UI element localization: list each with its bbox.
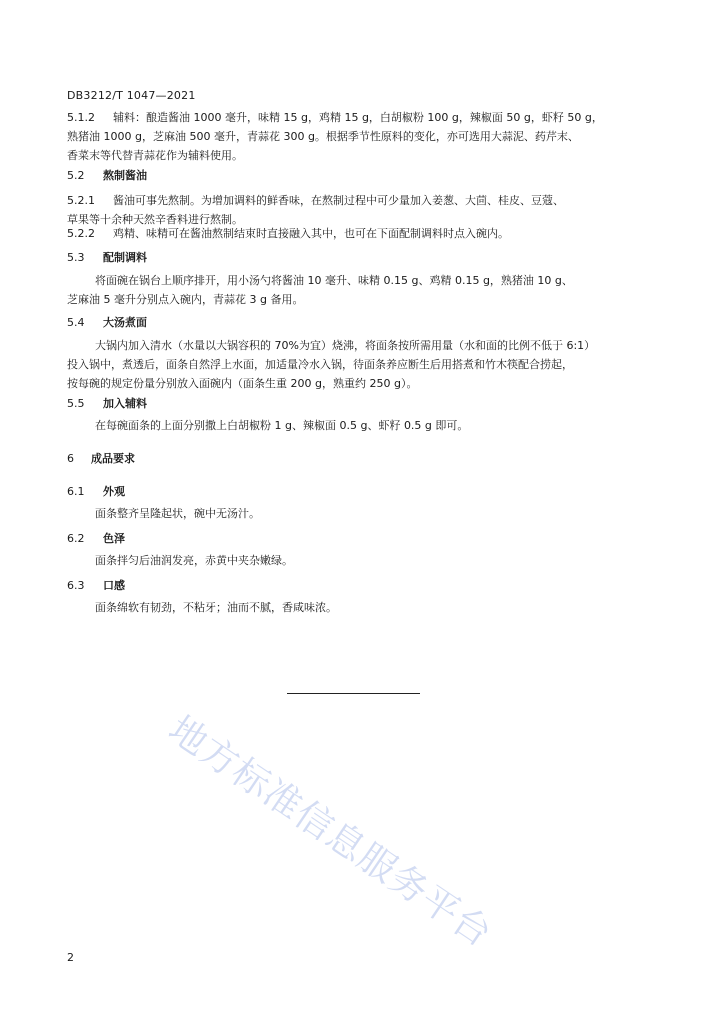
section-heading-6-3 <box>67 576 662 595</box>
paragraph-text: 在每碗面条的上面分别撒上白胡椒粉 1 g、辣椒面 0.5 g、虾籽 0.5 g 即可。 <box>95 419 469 432</box>
section-title: 口感 <box>103 579 125 592</box>
section-number: 6.2 <box>67 532 85 545</box>
section-heading-6-1 <box>67 482 662 501</box>
paragraph-text: 大锅内加入清水（水量以大锅容积的 70%为宜）烧沸，将面条按所需用量（水和面的比例不低于 6:1） <box>95 339 596 352</box>
paragraph-text: 投入锅中，煮透后，面条自然浮上水面，加适量冷水入锅，待面条养应断生后用搭煮和竹木筷配合捞起， <box>67 358 573 371</box>
section-number: 5.5 <box>67 397 85 410</box>
paragraph-6-2 <box>67 551 662 570</box>
paragraph-5-4 <box>67 336 662 393</box>
section-title: 大汤煮面 <box>103 316 147 329</box>
section-title: 熬制酱油 <box>103 169 147 182</box>
paragraph-text: 面条拌匀后油润发亮，赤黄中夹杂嫩绿。 <box>95 554 293 567</box>
section-title: 色泽 <box>103 532 125 545</box>
section-heading-6-2 <box>67 529 662 548</box>
section-heading-6 <box>67 449 662 468</box>
section-number: 6 <box>67 452 74 465</box>
clause-text: 草果等十余种天然辛香料进行熬制。 <box>67 213 243 226</box>
paragraph-6-3 <box>67 598 662 617</box>
paragraph-text: 按每碗的规定份量分别放入面碗内（面条生重 200 g，熟重约 250 g）。 <box>67 377 418 390</box>
clause-text: 香菜末等代替青蒜花作为辅料使用。 <box>67 149 243 162</box>
section-title: 配制调料 <box>103 251 147 264</box>
section-number: 5.4 <box>67 316 85 329</box>
paragraph-text: 面条整齐呈隆起状，碗中无汤汁。 <box>95 507 260 520</box>
clause-text: 酱油可事先熬制。为增加调料的鲜香味，在熬制过程中可少量加入姜葱、大茴、桂皮、豆蔻、 <box>113 194 564 207</box>
watermark-text: 地方标准信息服务平台 <box>160 707 501 956</box>
paragraph-text: 将面碗在锅台上顺序排开，用小汤勺将酱油 10 毫升、味精 0.15 g、鸡精 0.15 g，熟猪油 10 g、 <box>95 274 573 287</box>
section-heading-5-2 <box>67 166 662 185</box>
section-heading-5-5 <box>67 394 662 413</box>
clause-number: 5.2.2 <box>67 227 95 240</box>
clause-5-2-2 <box>67 224 662 243</box>
section-title: 外观 <box>103 485 125 498</box>
end-rule <box>287 693 420 694</box>
clause-text: 鸡精、味精可在酱油熬制结束时直接融入其中，也可在下面配制调料时点入碗内。 <box>113 227 509 240</box>
paragraph-text: 面条绵软有韧劲，不粘牙；油而不腻，香咸味浓。 <box>95 601 337 614</box>
section-number: 5.2 <box>67 169 85 182</box>
clause-number: 5.2.1 <box>67 194 95 207</box>
clause-5-1-2 <box>67 108 662 165</box>
paragraph-text: 芝麻油 5 毫升分别点入碗内，青蒜花 3 g 备用。 <box>67 293 304 306</box>
standard-code: DB3212/T 1047—2021 <box>67 89 196 102</box>
section-heading-5-4 <box>67 313 662 332</box>
section-title: 成品要求 <box>91 452 135 465</box>
clause-number: 5.1.2 <box>67 111 95 124</box>
paragraph-6-1 <box>67 504 662 523</box>
section-number: 5.3 <box>67 251 85 264</box>
section-heading-5-3 <box>67 248 662 267</box>
page-number: 2 <box>67 951 74 964</box>
section-number: 6.3 <box>67 579 85 592</box>
paragraph-5-5 <box>67 416 662 435</box>
section-title: 加入辅料 <box>103 397 147 410</box>
section-number: 6.1 <box>67 485 85 498</box>
clause-text: 辅料：酿造酱油 1000 毫升，味精 15 g，鸡精 15 g，白胡椒粉 100 g，辣椒面 50 g，虾籽 50 g， <box>113 111 603 124</box>
clause-text: 熟猪油 1000 g，芝麻油 500 毫升，青蒜花 300 g。根据季节性原料的变化，亦可选用大蒜泥、药芹末、 <box>67 130 579 143</box>
paragraph-5-3 <box>67 271 662 309</box>
